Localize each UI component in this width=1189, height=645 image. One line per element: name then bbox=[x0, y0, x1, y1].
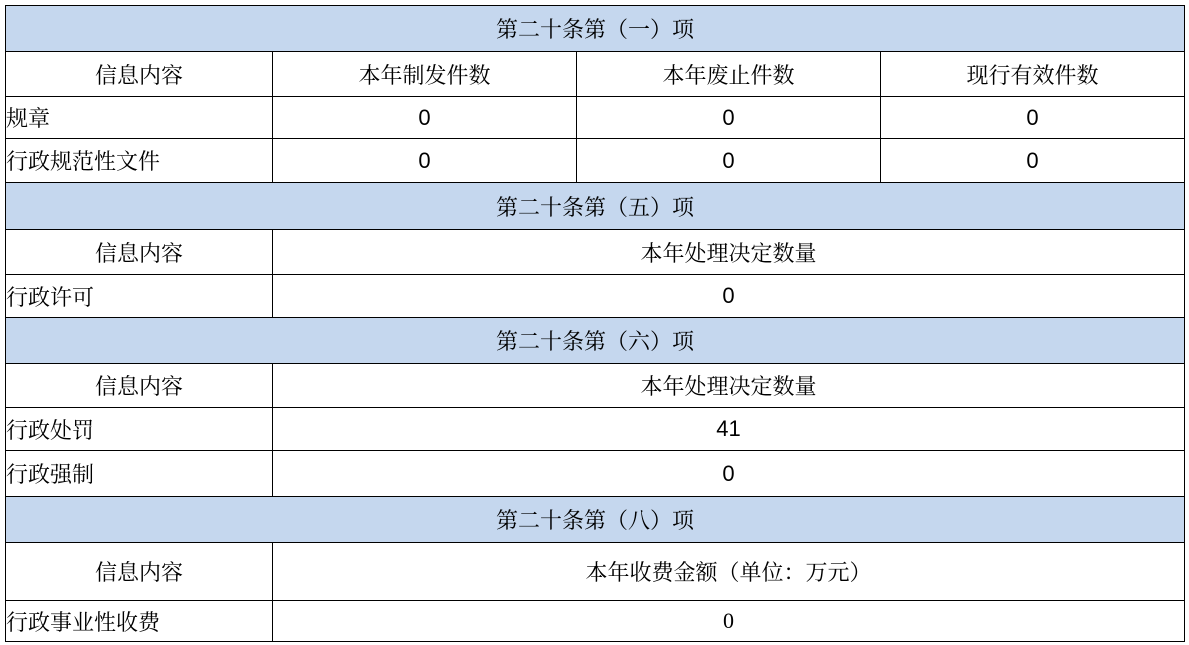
column-header-row bbox=[6, 52, 1185, 97]
cell-value: 0 bbox=[273, 275, 1185, 318]
table-row bbox=[6, 97, 1185, 139]
section-header-row bbox=[6, 318, 1185, 364]
column-header-row bbox=[6, 364, 1185, 408]
column-header: 信息内容 bbox=[6, 543, 273, 601]
column-header: 本年处理决定数量 bbox=[273, 364, 1185, 408]
table-row bbox=[6, 275, 1185, 318]
table-row bbox=[6, 601, 1185, 642]
cell-value: 0 bbox=[273, 97, 577, 139]
column-header: 本年收费金额（单位：万元） bbox=[273, 543, 1185, 601]
section-title: 第二十条第（六）项 bbox=[6, 318, 1185, 364]
section-header-row bbox=[6, 183, 1185, 230]
disclosure-table bbox=[5, 5, 1185, 642]
row-label: 行政规范性文件 bbox=[6, 139, 273, 183]
section-title: 第二十条第（一）项 bbox=[6, 6, 1185, 52]
table-row bbox=[6, 408, 1185, 451]
cell-value: 0 bbox=[881, 97, 1185, 139]
cell-value: 0 bbox=[577, 139, 881, 183]
table-row bbox=[6, 139, 1185, 183]
cell-value: 41 bbox=[273, 408, 1185, 451]
column-header-row bbox=[6, 230, 1185, 275]
table-row bbox=[6, 451, 1185, 497]
row-label: 行政强制 bbox=[6, 451, 273, 497]
column-header: 本年废止件数 bbox=[577, 52, 881, 97]
cell-value: 0 bbox=[273, 139, 577, 183]
section-header-row bbox=[6, 497, 1185, 543]
row-label: 行政许可 bbox=[6, 275, 273, 318]
row-label: 行政事业性收费 bbox=[6, 601, 273, 642]
section-header-row bbox=[6, 6, 1185, 52]
column-header: 信息内容 bbox=[6, 230, 273, 275]
row-label: 规章 bbox=[6, 97, 273, 139]
column-header: 本年处理决定数量 bbox=[273, 230, 1185, 275]
column-header: 信息内容 bbox=[6, 364, 273, 408]
cell-value: 0 bbox=[881, 139, 1185, 183]
column-header: 本年制发件数 bbox=[273, 52, 577, 97]
column-header-row bbox=[6, 543, 1185, 601]
cell-value: 0 bbox=[577, 97, 881, 139]
section-title: 第二十条第（五）项 bbox=[6, 183, 1185, 230]
section-title: 第二十条第（八）项 bbox=[6, 497, 1185, 543]
row-label: 行政处罚 bbox=[6, 408, 273, 451]
column-header: 现行有效件数 bbox=[881, 52, 1185, 97]
cell-value: 0 bbox=[273, 601, 1185, 642]
column-header: 信息内容 bbox=[6, 52, 273, 97]
cell-value: 0 bbox=[273, 451, 1185, 497]
